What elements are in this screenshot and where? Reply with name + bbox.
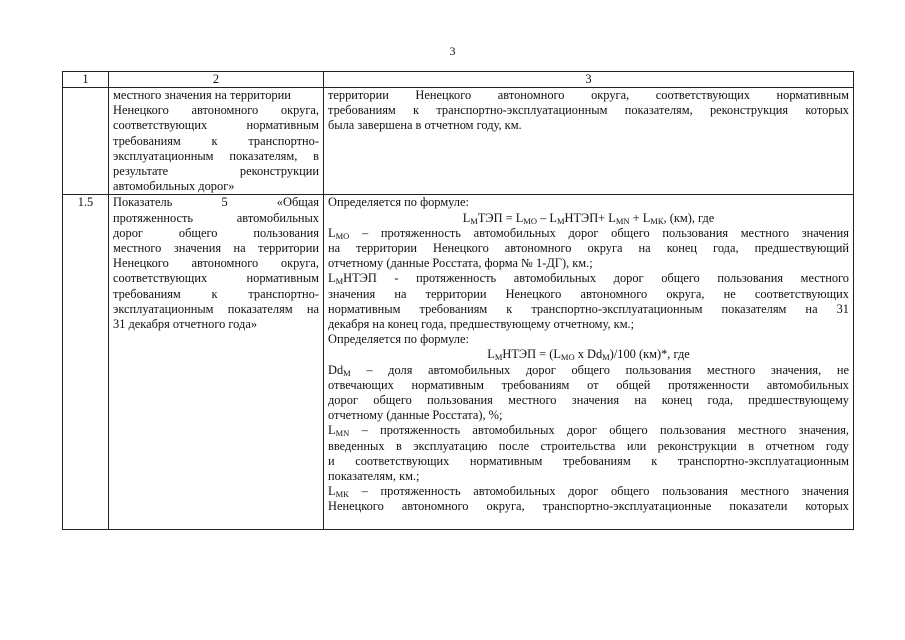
text-line: требованиям к транспортно-	[113, 133, 319, 148]
formula-part: L	[462, 210, 471, 225]
determined-by-formula: Определяется по формуле:	[328, 332, 469, 347]
formula-lmntep	[328, 347, 849, 362]
text-line: эксплуатационным показателям, в	[113, 148, 319, 163]
text-line: на территории Ненецкого автономного округа на конец года, предшествующий	[328, 241, 849, 256]
text-line: декабря на конец года, предшествующему отчетному, км.;	[328, 317, 635, 332]
text-line: – доля автомобильных дорог общего пользования местного значения, не	[350, 362, 849, 377]
formula-subscript: MN	[615, 215, 630, 226]
text-line: была завершена в отчетном году, км.	[328, 118, 522, 133]
text-line: результате реконструкции	[113, 164, 319, 179]
formula-part: НТЭП = (L	[502, 347, 561, 362]
formula-part: x Dd	[574, 347, 603, 362]
formula-part: , (км), где	[663, 210, 715, 225]
text-line: требованиям к транспортно-эксплуатационным показателям, реконструкция которых	[328, 103, 849, 118]
symbol-subscript: М	[343, 367, 351, 378]
formula-lmtep	[328, 211, 849, 226]
formula-part: )/100 (км)*, где	[609, 347, 690, 362]
symbol: Dd	[328, 362, 344, 377]
text-line: и соответствующих нормативным требованиям к транспортно-эксплуатационным	[328, 453, 849, 468]
symbol: L	[328, 271, 336, 286]
row-number-cell: 1.5	[63, 195, 109, 530]
header-col-2: 2	[109, 72, 324, 88]
definition-ddm	[328, 363, 849, 424]
text-line: показателям, км.;	[328, 469, 420, 484]
definition-lmntep	[328, 271, 849, 332]
text-line: дорог общего пользования	[113, 225, 319, 240]
formula-part: L	[487, 347, 495, 362]
indicator-name-cell	[109, 195, 324, 530]
indicators-table	[62, 71, 854, 530]
text-line: дорог общего пользования местного значения на конец года, предшествующему	[328, 393, 849, 408]
symbol-subscript: МК	[335, 489, 349, 500]
formula-subscript: М	[470, 215, 478, 226]
indicator-name-cell	[109, 88, 324, 195]
definition-lmk	[328, 484, 849, 514]
text-line: Ненецкого автономного округа, транспортно-эксплуатационные показатели которых	[328, 499, 849, 514]
text-line: нормативным требованиям к транспортно-эксплуатационным показателям на 31	[328, 301, 849, 316]
text-line: НТЭП - протяженность автомобильных дорог общего пользования местного	[343, 271, 849, 286]
formula-subscript: МК	[650, 215, 664, 226]
definition-lmo	[328, 226, 849, 272]
text-line: автомобильных дорог»	[113, 179, 235, 194]
text-line: требованиям к транспортно-	[113, 286, 319, 301]
formula-subscript: МО	[523, 215, 537, 226]
text-line: соответствующих нормативным	[113, 118, 319, 133]
method-cell	[324, 195, 854, 530]
text-line: протяженность автомобильных	[113, 210, 319, 225]
formula-part: + L	[629, 210, 651, 225]
text-line: Ненецкого автономного округа,	[113, 103, 319, 118]
symbol: L	[328, 484, 336, 499]
formula-subscript: МО	[560, 352, 575, 363]
formula-part: ТЭП = L	[477, 210, 524, 225]
symbol: L	[328, 423, 336, 438]
definition-lmn	[328, 423, 849, 484]
text-line: – протяженность автомобильных дорог общего пользования местного значения	[348, 484, 849, 499]
text-line: местного значения на территории	[113, 88, 291, 102]
text-line: отвечающих нормативным требованиям от общей протяженности автомобильных	[328, 377, 849, 392]
table-row-continued	[63, 88, 854, 195]
text-line: значения на территории Ненецкого автономного округа, не соответствующих	[328, 286, 849, 301]
row-number-cell	[63, 88, 109, 195]
text-line: 31 декабря отчетного года»	[113, 317, 258, 332]
formula-part: НТЭП+ L	[564, 210, 616, 225]
text-line: Показатель 5 «Общая	[113, 195, 319, 210]
header-col-1: 1	[63, 72, 109, 88]
determined-by-formula: Определяется по формуле:	[328, 195, 469, 210]
symbol: L	[328, 225, 336, 240]
text-line: соответствующих нормативным	[113, 271, 319, 286]
text-line: – протяженность автомобильных дорог общего пользования местного значения,	[349, 423, 849, 438]
text-line: местного значения на территории	[113, 241, 319, 256]
symbol-subscript: MN	[335, 428, 350, 439]
text-line: эксплуатационным показателям на	[113, 301, 319, 316]
text-line: отчетному (данные Росстата, форма № 1-ДГ), км.;	[328, 256, 593, 271]
text-line: отчетному (данные Росстата), %;	[328, 408, 503, 423]
text-line: – протяженность автомобильных дорог общего пользования местного значения	[349, 225, 849, 240]
formula-subscript: М	[602, 352, 610, 363]
page-number: 3	[449, 44, 456, 58]
text-line: Ненецкого автономного округа,	[113, 256, 319, 271]
formula-subscript: М	[494, 352, 503, 363]
header-col-3: 3	[324, 72, 854, 88]
text-line: территории Ненецкого автономного округа, соответствующих нормативным	[328, 88, 849, 102]
formula-subscript: М	[556, 215, 565, 226]
symbol-subscript: МО	[335, 230, 350, 241]
text-line: введенных в эксплуатацию после строительства или реконструкции в отчетном году	[328, 438, 849, 453]
symbol-subscript: М	[335, 276, 344, 287]
table-row-1-5	[63, 195, 854, 530]
method-cell	[324, 88, 854, 195]
formula-part: – L	[536, 210, 557, 225]
table-header-row	[63, 72, 854, 88]
